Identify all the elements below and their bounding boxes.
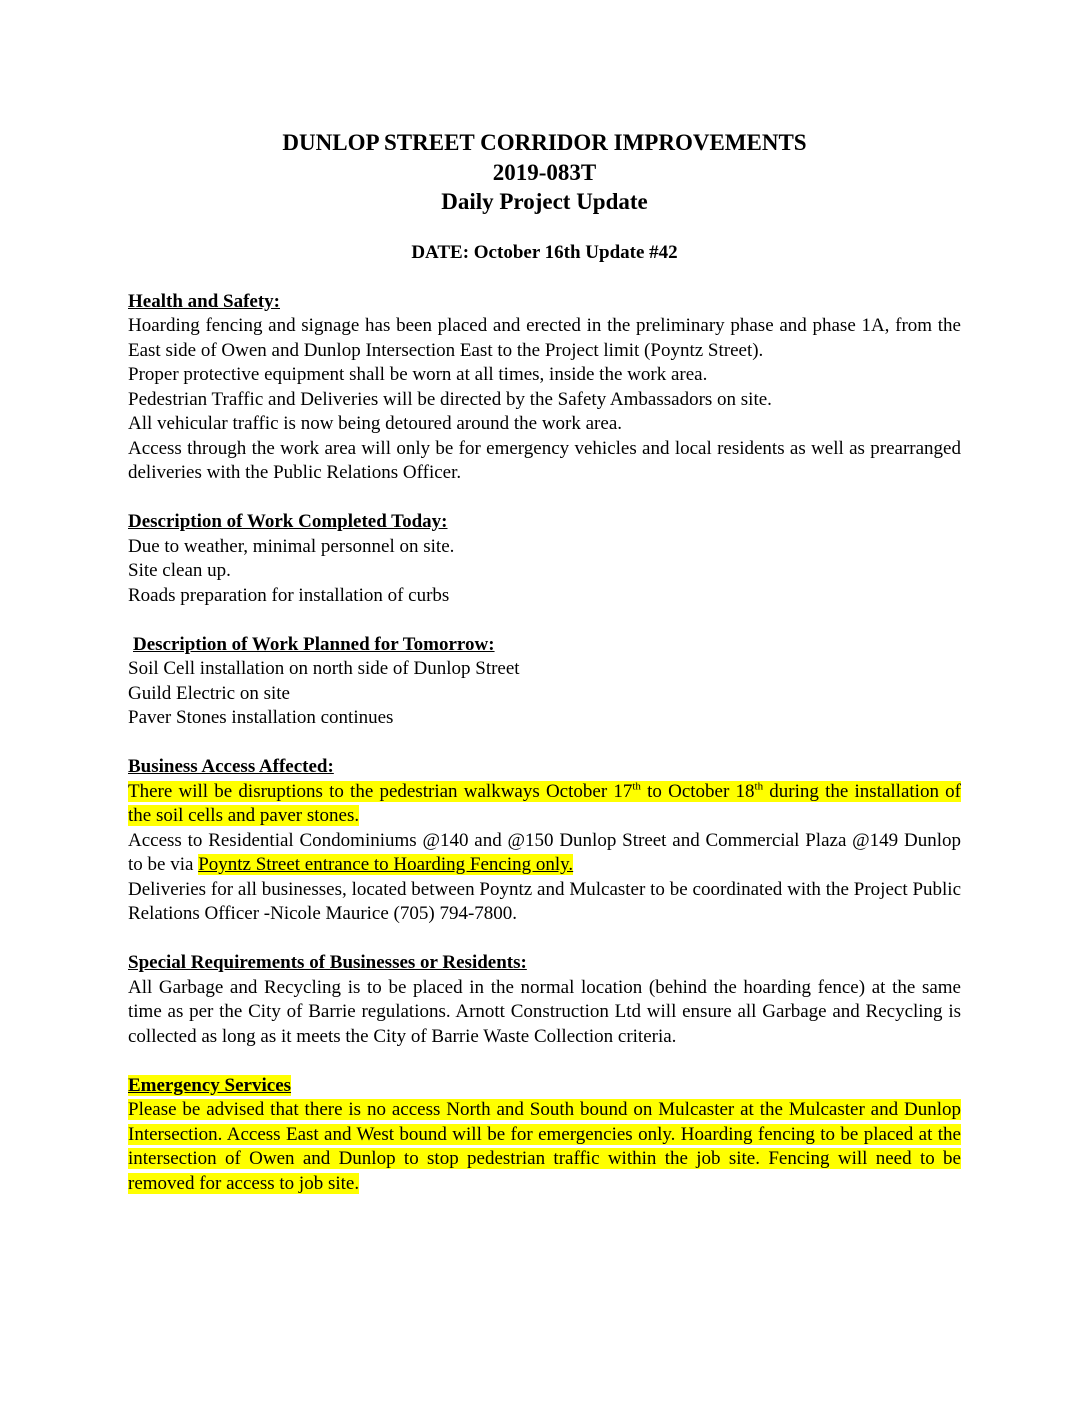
section-heading: Health and Safety: xyxy=(128,290,280,312)
list-item: Due to weather, minimal personnel on site. xyxy=(128,535,455,557)
paragraph: Hoarding fencing and signage has been placed and erected in the preliminary phase and phase 1A, from the East side of Owen and Dunlop Intersection East to the Project limit (Poyntz Street). xyxy=(128,315,961,361)
list-item: Roads preparation for installation of curbs xyxy=(128,584,450,606)
paragraph: Proper protective equipment shall be worn at all times, inside the work area. xyxy=(128,364,708,385)
section-work-completed xyxy=(128,510,961,608)
text-run: to October 18 xyxy=(640,780,755,802)
highlighted-text: Emergency Services xyxy=(128,1074,292,1096)
section-health-safety xyxy=(128,290,961,486)
section-emergency-services xyxy=(128,1074,961,1197)
paragraph-deliveries: Deliveries for all businesses, located between Poyntz and Mulcaster to be coordinated with the Project Public Relations Officer -Nicole Maurice (705) 794-7800. xyxy=(128,878,961,924)
paragraph-disruptions xyxy=(128,780,961,829)
superscript: th xyxy=(632,780,641,793)
highlighted-text: Please be advised that there is no access North and South bound on Mulcaster at the Mulcaster and Dunlop Intersection. Access East and West bound will be for emergencies only. Hoarding fencing to be placed at the intersection of Owen and Dunlop to stop pedestrian traffic within the job site. Fencing will need to be removed for access to job site. xyxy=(128,1099,961,1194)
highlighted-underlined-text: Poyntz Street entrance to Hoarding Fencing only. xyxy=(198,854,574,875)
section-heading: Description of Work Completed Today: xyxy=(128,511,448,532)
list-item: Guild Electric on site xyxy=(128,682,290,704)
update-date: DATE: October 16th Update #42 xyxy=(411,241,678,263)
paragraph: Access through the work area will only be for emergency vehicles and local residents as well as prearranged deliveries with the Public Relations Officer. xyxy=(128,437,961,483)
highlighted-text xyxy=(128,781,961,827)
superscript: th xyxy=(754,780,764,793)
title-line-project: DUNLOP STREET CORRIDOR IMPROVEMENTS xyxy=(282,130,807,155)
list-item: Soil Cell installation on north side of Dunlop Street xyxy=(128,658,520,679)
paragraph-access xyxy=(128,829,961,878)
section-work-planned xyxy=(128,633,961,731)
section-heading: Special Requirements of Businesses or Residents: xyxy=(128,952,527,973)
section-business-access xyxy=(128,755,961,927)
list-item: Site clean up. xyxy=(128,560,231,581)
paragraph xyxy=(128,1098,961,1196)
section-heading: Description of Work Planned for Tomorrow: xyxy=(133,633,495,655)
text-run: Access to Residential Condominiums @140 and @150 Dunlop Street and Commercial Plaza @149 Dunlop to be via xyxy=(128,829,961,875)
paragraph: All vehicular traffic is now being detoured around the work area. xyxy=(128,413,622,434)
paragraph: All Garbage and Recycling is to be placed in the normal location (behind the hoarding fence) at the same time as per the City of Barrie regulations. Arnott Construction Ltd will ensure all Garbage and Recycling is collected as long as it meets the City of Barrie Waste Collection criteria. xyxy=(128,976,961,1047)
text-run: during the installation of the soil cells and paver stones. xyxy=(128,780,961,826)
section-special-requirements xyxy=(128,951,961,1049)
document-page xyxy=(128,128,961,1196)
section-heading xyxy=(128,1074,961,1099)
list-item: Paver Stones installation continues xyxy=(128,707,394,728)
section-heading: Business Access Affected: xyxy=(128,756,334,777)
text-run: There will be disruptions to the pedestrian walkways October 17 xyxy=(128,780,633,802)
paragraph: Pedestrian Traffic and Deliveries will be directed by the Safety Ambassadors on site. xyxy=(128,388,772,410)
title-line-contract-number: 2019-083T xyxy=(492,159,597,185)
title-line-update-type: Daily Project Update xyxy=(441,189,648,214)
document-title xyxy=(128,128,961,217)
